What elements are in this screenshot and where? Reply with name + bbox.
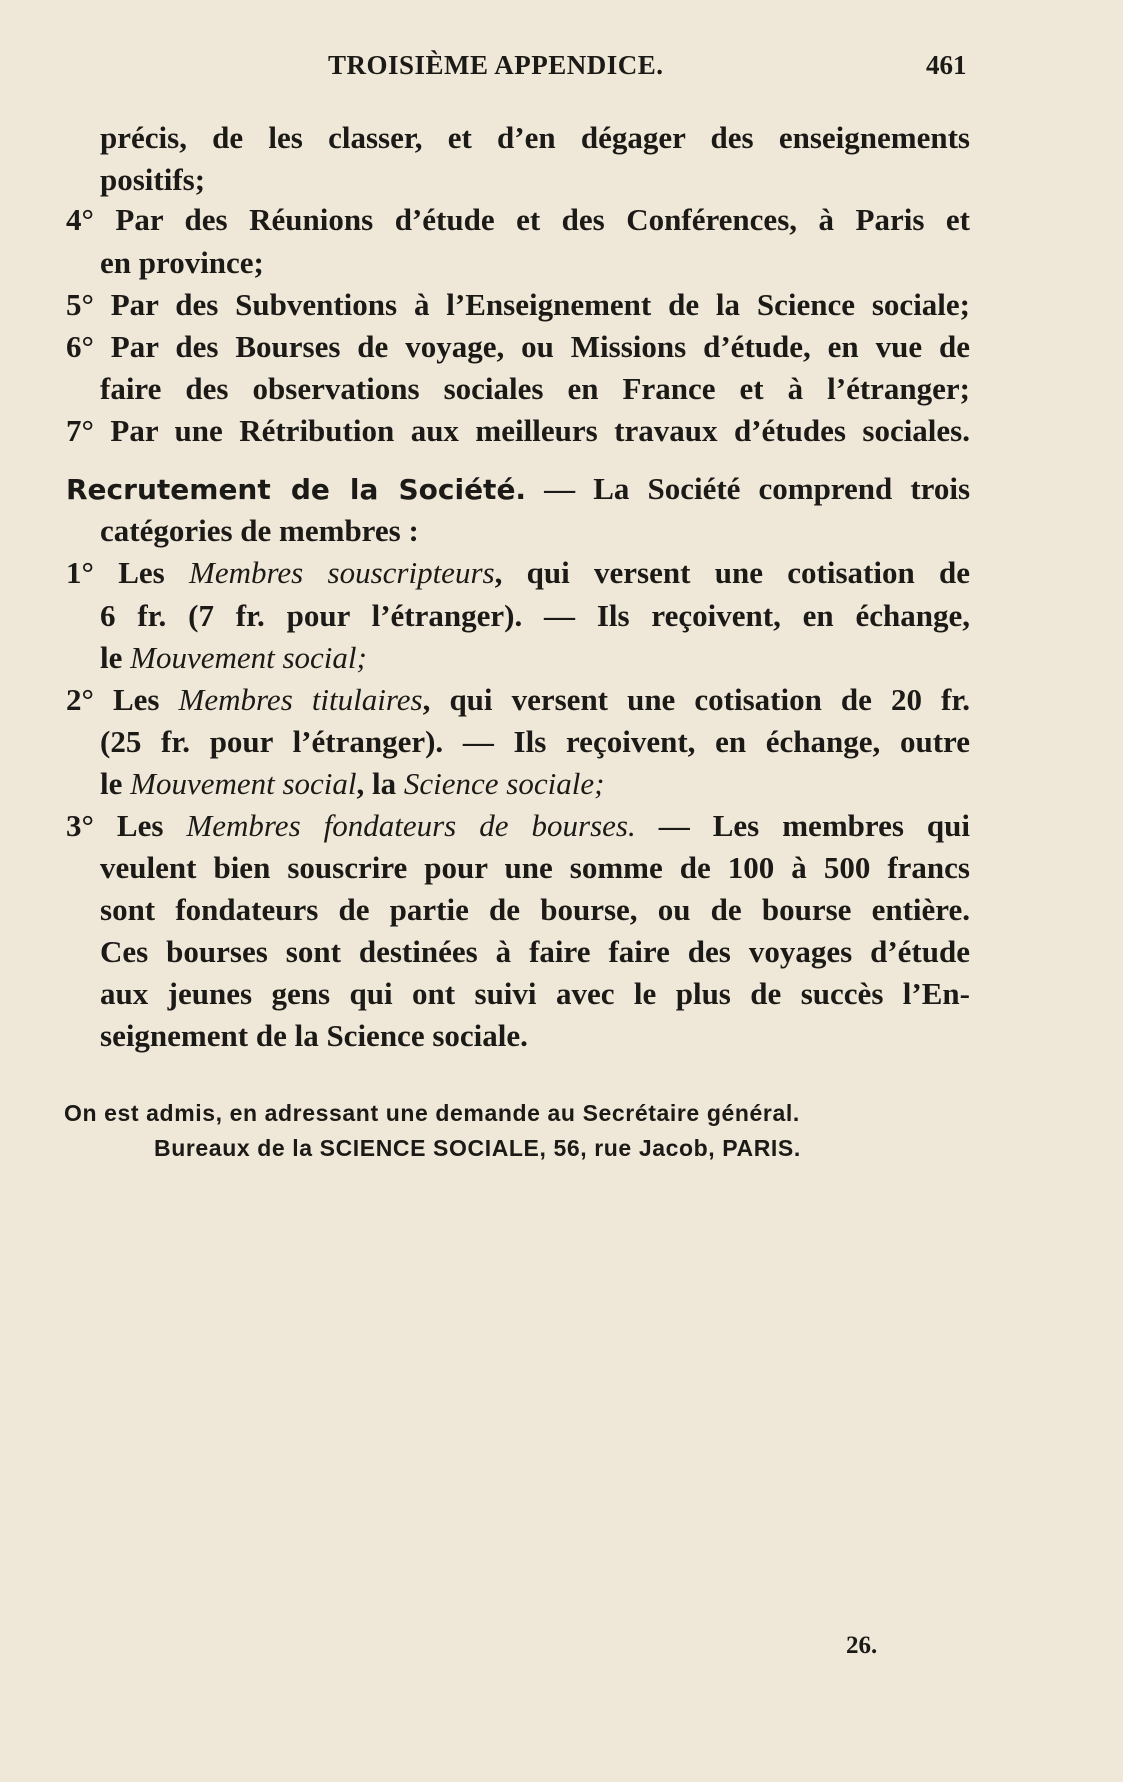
text-segment: le bbox=[100, 766, 131, 801]
text-line: Ces bourses sont destinées à faire faire des voyages d’étude bbox=[100, 934, 970, 969]
text-segment: Les bbox=[93, 808, 187, 843]
running-head bbox=[0, 50, 1123, 90]
member-item-3 bbox=[66, 806, 970, 846]
text-segment: , qui versent une cotisation de bbox=[494, 555, 970, 590]
text-segment: le bbox=[100, 640, 131, 675]
italic-term: Membres souscripteurs bbox=[189, 555, 495, 590]
member-item-1 bbox=[66, 553, 970, 593]
text-line: faire des observations sociales en France et à l’étranger; bbox=[100, 371, 970, 406]
member-item-2 bbox=[66, 680, 970, 720]
text-line: veulent bien souscrire pour une somme de 100 à 500 francs bbox=[100, 850, 970, 885]
footer-note-line2: Bureaux de la SCIENCE SOCIALE, 56, rue Jacob, PARIS. bbox=[154, 1135, 801, 1161]
text-line: (25 fr. pour l’étranger). — Ils reçoivent, en échange, outre bbox=[100, 724, 970, 759]
italic-term: Mouvement social; bbox=[130, 640, 367, 675]
text-line: 5° Par des Subventions à l’Enseignement de la Science sociale; bbox=[66, 287, 970, 322]
signature-mark: 26. bbox=[846, 1632, 878, 1659]
item-number: 1° bbox=[66, 555, 94, 590]
text-line: en province; bbox=[100, 245, 264, 280]
text-line: positifs; bbox=[100, 162, 206, 197]
text-segment: Les bbox=[93, 555, 189, 590]
italic-term: Membres fondateurs de bourses. bbox=[186, 808, 636, 843]
text-line: catégories de membres : bbox=[100, 513, 419, 548]
text-line: aux jeunes gens qui ont suivi avec le plus de succès l’En- bbox=[100, 976, 970, 1011]
running-title: TROISIÈME APPENDICE. bbox=[328, 50, 664, 80]
page-number: 461 bbox=[926, 50, 967, 80]
text-segment: , la bbox=[356, 766, 404, 801]
text-line bbox=[100, 764, 970, 804]
text-line: sont fondateurs de partie de bourse, ou de bourse entière. bbox=[100, 892, 970, 927]
text-line bbox=[100, 638, 970, 678]
text-line: 6° Par des Bourses de voyage, ou Missions d’étude, en vue de bbox=[66, 329, 970, 364]
text-line: précis, de les classer, et d’en dégager des enseignements bbox=[100, 120, 970, 155]
footer-note-line1: On est admis, en adressant une demande au Secrétaire général. bbox=[64, 1100, 800, 1126]
text-segment: — La Société comprend trois bbox=[544, 471, 971, 506]
item-number: 3° bbox=[66, 808, 94, 843]
text-segment: Les bbox=[93, 682, 179, 717]
section-heading: Recrutement de la Société. bbox=[66, 473, 527, 506]
italic-term: Science sociale; bbox=[403, 766, 605, 801]
recrutement-paragraph bbox=[66, 469, 970, 510]
text-segment: , qui versent une cotisation de 20 fr. bbox=[422, 682, 970, 717]
item-number: 2° bbox=[66, 682, 94, 717]
text-segment: — Les membres qui bbox=[635, 808, 971, 843]
text-line: seignement de la Science sociale. bbox=[100, 1018, 528, 1053]
italic-term: Membres titulaires bbox=[178, 682, 423, 717]
text-line: 6 fr. (7 fr. pour l’étranger). — Ils reçoivent, en échange, bbox=[100, 598, 970, 633]
italic-term: Mouvement social bbox=[130, 766, 357, 801]
text-line: 4° Par des Réunions d’étude et des Conférences, à Paris et bbox=[66, 202, 970, 237]
text-line: 7° Par une Rétribution aux meilleurs travaux d’études sociales. bbox=[66, 413, 970, 448]
